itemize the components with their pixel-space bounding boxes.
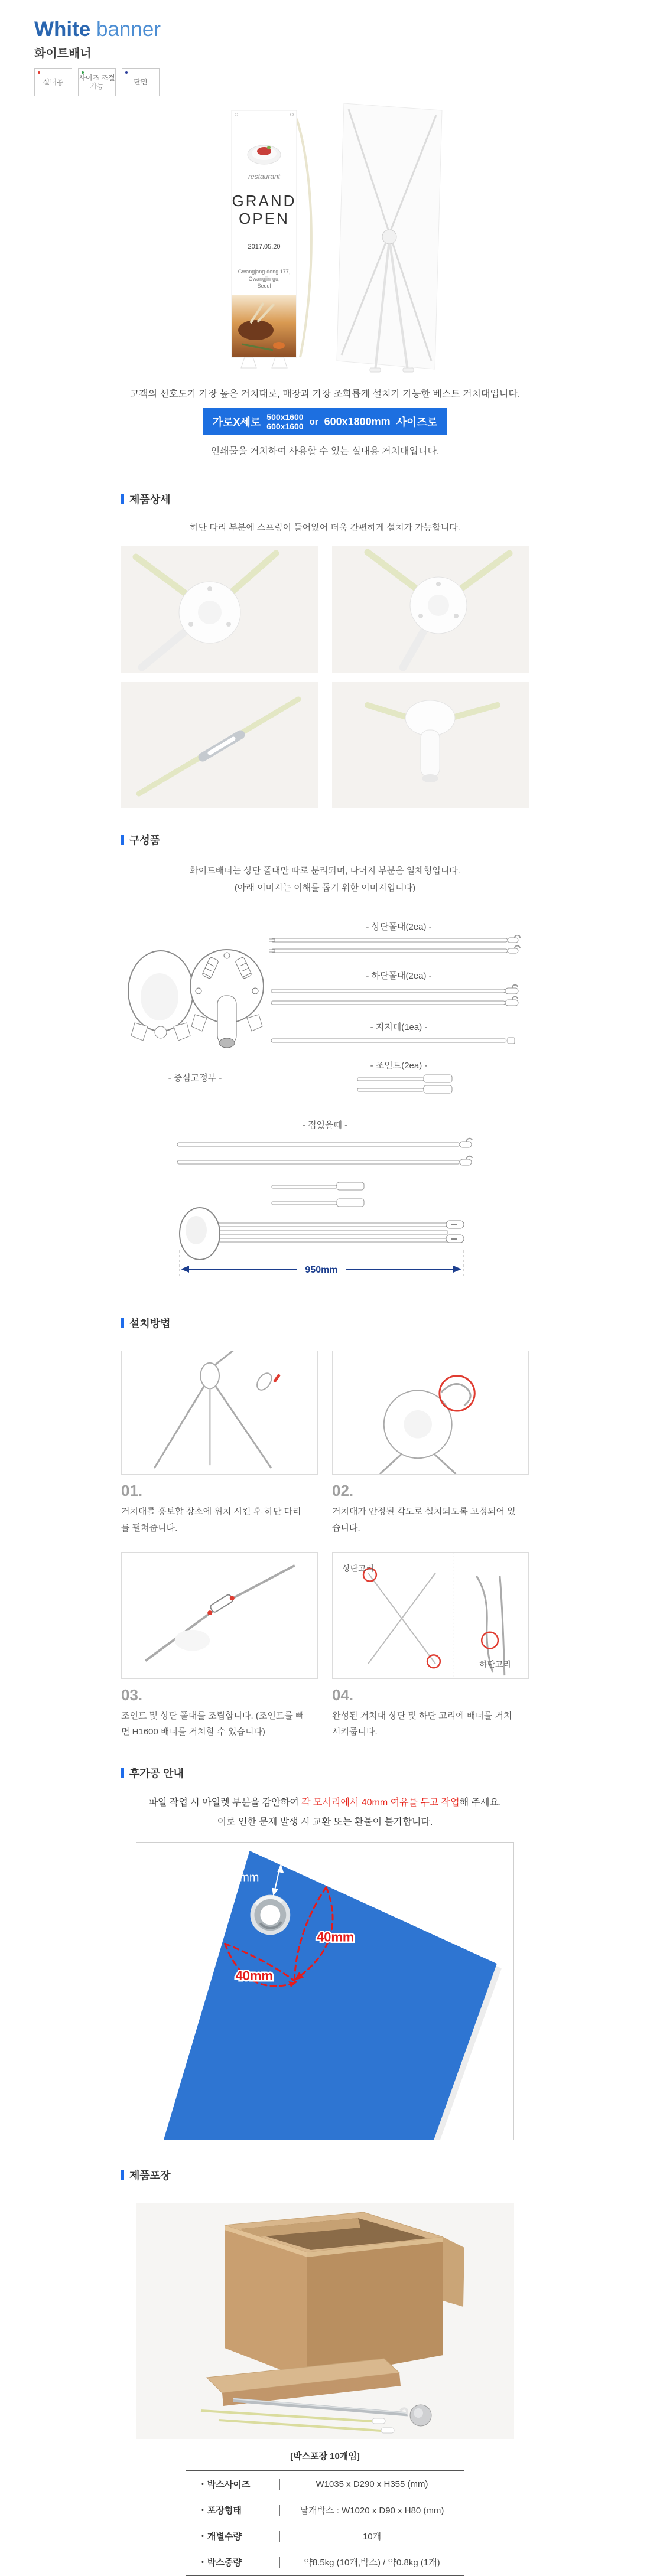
bullet-icon: •	[202, 2533, 204, 2541]
packaging-spec-table	[186, 2470, 464, 2576]
section-components	[121, 832, 529, 847]
step-2-sketch	[332, 1351, 529, 1475]
packaging-photo	[136, 2203, 514, 2439]
packaging-caption: [박스포장 10개입]	[290, 2451, 360, 2462]
section-bar-icon	[121, 835, 124, 845]
install-step-3	[121, 1552, 318, 1741]
postprocess-warning-line1	[121, 1795, 529, 1808]
size-label: 가로X세로	[212, 416, 261, 429]
components-diagram	[121, 914, 529, 1095]
bottom-pole-drawing	[269, 996, 529, 1007]
table-row-weight	[186, 2549, 464, 2575]
parts-column	[269, 914, 529, 1095]
size-option-1: 500x1600	[266, 412, 304, 422]
detail-photo-spring-joint	[121, 682, 318, 808]
step-text: 거치대를 홍보할 장소에 위치 시킨 후 하단 다리를 펼쳐줍니다.	[121, 1507, 301, 1533]
bottom-pole-drawing	[269, 984, 529, 996]
step-number: 03.	[121, 1685, 143, 1704]
margin-label-horizontal: 40mm	[235, 1968, 273, 1984]
top-pole-drawing	[269, 935, 529, 945]
size-option-2: 600x1600	[266, 422, 304, 432]
row-label: • 개별수량	[202, 2532, 242, 2542]
components-desc-line2: (아래 이미지는 이해를 돕기 위한 이미지입니다)	[234, 882, 416, 893]
warning-red-text: 각 모서리에서 40mm 여유를 두고 작업	[301, 1798, 460, 1808]
bullet-icon: •	[202, 2481, 204, 2489]
green-dot-icon	[82, 71, 84, 74]
badge-size-adjustable	[78, 68, 116, 96]
part-label-joint: - 조인트(2ea) -	[370, 1061, 428, 1071]
bullet-icon: •	[202, 2559, 204, 2567]
folded-state-label: - 접었을때 -	[302, 1120, 348, 1131]
row-value: 10개	[362, 2532, 382, 2542]
row-label: • 박스중량	[202, 2558, 242, 2568]
intro-note: 인쇄물을 거치하여 사용할 수 있는 실내용 거치대입니다.	[210, 446, 440, 457]
hero-address-2: Gwangjin-gu,	[248, 276, 280, 282]
eyelet-margin-diagram	[136, 1842, 514, 2140]
part-label-bottom-pole: - 하단폴대(2ea) -	[366, 971, 432, 982]
table-row-box-size	[186, 2471, 464, 2497]
center-hub-drawing	[124, 939, 266, 1060]
hero-address-3: Seoul	[257, 283, 271, 289]
install-step-4	[332, 1552, 529, 1741]
section-packaging	[121, 2167, 529, 2183]
page-title-bold: White	[34, 18, 91, 41]
badge-label: 실내용	[43, 77, 64, 86]
installation-steps	[121, 1351, 529, 1740]
folded-diagram	[148, 1134, 502, 1282]
components-desc-line1: 화이트배너는 상단 폴대만 따로 분리되며, 나머지 부분은 일체형입니다.	[190, 866, 460, 876]
x-banner-stands-image	[195, 97, 455, 376]
size-or: or	[309, 416, 318, 427]
section-title-label: 제품포장	[129, 2170, 171, 2182]
badge-single-side	[122, 68, 160, 96]
step-text: 완성된 거치대 상단 및 하단 고리에 배너를 거치시켜줍니다.	[332, 1710, 512, 1737]
section-title-label: 설치방법	[129, 1318, 171, 1330]
bullet-icon: •	[202, 2507, 204, 2515]
section-bar-icon	[121, 1318, 124, 1328]
section-installation	[121, 1315, 529, 1331]
detail-photo-grid	[121, 546, 529, 808]
install-step-1	[121, 1351, 318, 1537]
components-description	[121, 863, 529, 896]
badge-label: 단면	[134, 77, 148, 86]
detail-description: 하단 다리 부분에 스프링이 들어있어 더욱 간편하게 설치가 가능합니다.	[190, 523, 460, 533]
red-dot-icon	[38, 71, 40, 74]
step-text: 거치대가 안정된 각도로 설치되도록 고정되어 있습니다.	[332, 1507, 516, 1533]
section-postprocess	[121, 1765, 529, 1781]
section-bar-icon	[121, 1768, 124, 1778]
part-label-support: - 지지대(1ea) -	[370, 1022, 428, 1033]
row-value: 약8.5kg (10개,박스) / 약0.8kg (1개)	[304, 2558, 440, 2568]
hero-product-photo	[121, 97, 529, 379]
hero-date-text: 2017.05.20	[248, 243, 281, 250]
warning-suffix: 해 주세요.	[459, 1798, 502, 1808]
blue-dot-icon	[125, 71, 128, 74]
page-title-light: banner	[96, 18, 161, 41]
postprocess-warning-line2: 이로 인한 문제 발생 시 교환 또는 환불이 불가합니다.	[217, 1817, 433, 1828]
page-title	[34, 18, 650, 41]
install-step-2	[332, 1351, 529, 1537]
hole-size-label: 10mm	[226, 1871, 259, 1884]
joint-drawing	[269, 1084, 529, 1095]
section-bar-icon	[121, 494, 124, 504]
hero-brand-text: restaurant	[248, 172, 281, 181]
step-number: 04.	[332, 1685, 354, 1704]
page-subtitle: 화이트배너	[34, 47, 92, 60]
detail-photo-hub-side	[332, 682, 529, 808]
size-stack	[266, 412, 303, 431]
section-title-label: 구성품	[129, 834, 161, 847]
table-row-pack-type	[186, 2497, 464, 2523]
hub-label: - 중심고정부 -	[168, 1073, 222, 1084]
detail-photo-hub-top	[121, 546, 318, 673]
top-hook-label: 상단고리	[342, 1563, 374, 1573]
warning-prefix: 파일 작업 시 아일렛 부분을 감안하여	[148, 1798, 302, 1808]
hero-address-1: Gwangjang-dong 177,	[238, 269, 291, 275]
step-text: 조인트 및 상단 폴대를 조립합니다. (조인트를 빼면 H1600 배너를 거치할 수 있습니다)	[121, 1710, 304, 1737]
row-label: • 박스사이즈	[202, 2480, 251, 2490]
hero-headline-1: GRAND	[232, 192, 297, 210]
section-title-label: 후가공 안내	[129, 1768, 184, 1780]
hub-figure	[121, 914, 269, 1095]
step-number: 02.	[332, 1482, 354, 1500]
badge-indoor	[34, 68, 72, 96]
step-3-sketch	[121, 1552, 318, 1679]
badge-label: 사이즈 조절가능	[79, 73, 115, 90]
folded-length-dimension: 950mm	[305, 1265, 338, 1276]
page-header	[0, 0, 650, 96]
size-option-3: 600x1800mm	[324, 415, 391, 428]
section-bar-icon	[121, 2170, 124, 2180]
row-value: 낱개박스 : W1020 x D90 x H80 (mm)	[300, 2506, 444, 2516]
margin-label-vertical: 40mm	[317, 1929, 355, 1945]
part-label-top-pole: - 상단폴대(2ea) -	[366, 922, 432, 932]
joint-drawing	[269, 1074, 529, 1084]
detail-photo-hub-angle	[332, 546, 529, 673]
support-pole-drawing	[269, 1035, 529, 1046]
size-info-banner	[203, 408, 447, 435]
intro-description: 고객의 선호도가 가장 높은 거치대로, 매장과 가장 조화롭게 설치가 가능한 베스트 거치대입니다.	[129, 389, 521, 399]
bottom-hook-label: 하단고리	[479, 1659, 511, 1669]
top-pole-drawing	[269, 945, 529, 956]
feature-badges	[34, 68, 650, 96]
table-row-quantity	[186, 2523, 464, 2549]
step-number: 01.	[121, 1482, 143, 1500]
step-4-sketch	[332, 1552, 529, 1679]
section-product-detail	[121, 491, 529, 507]
hero-headline-2: OPEN	[239, 210, 290, 227]
row-label: • 포장형태	[202, 2506, 242, 2516]
section-title-label: 제품상세	[129, 494, 171, 506]
row-value: W1035 x D290 x H355 (mm)	[316, 2479, 428, 2490]
step-1-sketch	[121, 1351, 318, 1475]
size-suffix: 사이즈로	[396, 416, 438, 429]
